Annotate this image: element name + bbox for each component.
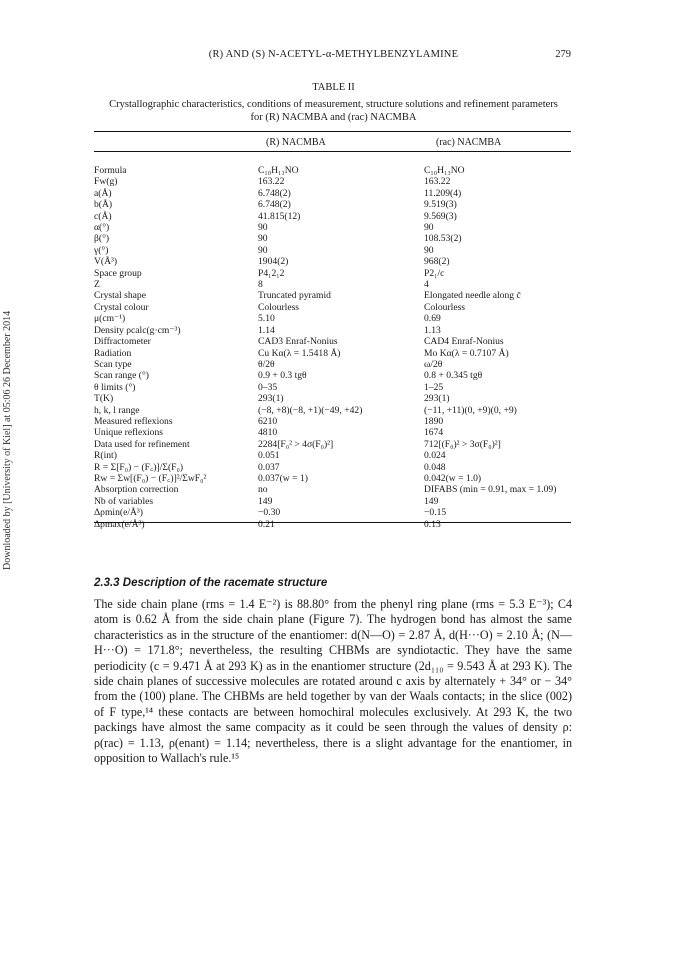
section-heading: 2.3.3 Description of the racemate structure xyxy=(94,577,328,589)
page-number: 279 xyxy=(555,49,571,60)
row-value-rac: 0.69 xyxy=(424,313,441,325)
row-value-rac: 9.569(3) xyxy=(424,210,457,222)
row-value-r: 163.22 xyxy=(258,176,285,188)
row-value-rac: 149 xyxy=(424,495,439,507)
row-value-r: −0.30 xyxy=(258,507,281,519)
table-bottom-rule xyxy=(94,522,571,523)
table-row xyxy=(94,256,571,267)
row-value-rac: Colourless xyxy=(424,301,466,313)
row-value-rac: 90 xyxy=(424,222,434,234)
table-row xyxy=(94,462,571,473)
column-header-rac: (rac) NACMBA xyxy=(436,137,502,148)
caption-line-2: for (R) NACMBA and (rac) NACMBA xyxy=(250,112,417,123)
row-label: Nb of variables xyxy=(94,495,154,507)
row-value-rac: 1–25 xyxy=(424,381,444,393)
row-label: Δρmax(e/Å³) xyxy=(94,518,145,530)
row-value-rac: P2₁/c xyxy=(424,267,445,279)
table-row xyxy=(94,279,571,290)
row-value-r: (−8, +8)(−8, +1)(−49, +42) xyxy=(258,404,363,416)
table-row xyxy=(94,348,571,359)
table-row xyxy=(94,382,571,393)
table-row xyxy=(94,211,571,222)
row-label: μ(cm⁻¹) xyxy=(94,313,126,325)
table-header-rule xyxy=(94,151,571,152)
row-label: Absorption correction xyxy=(94,484,179,496)
body-paragraph: The side chain plane (rms = 1.4 E⁻²) is 88.80° from the phenyl ring plane (rms = 5.3 E⁻³); C4 atom is 0.62 Å from the side chain plane (Figure 7). The hydrogen bond has almost the same characteristics as in the structure of the enantiomer: d(N—O) = 2.87 Å, d(H···O) = 2.10 Å; (N—H···O) = 171.8°; nevertheless, the resulting CHBMs are syndiotactic. They have the same periodicity (c = 9.471 Å at 293 K) as in the enantiomer structure (2d₁₁₀ = 9.543 Å at 293 K). The side chain planes of successive molecules are rotated around c axis by alternately + 34° or − 34° from the (100) plane. The CHBMs are held together by van der Waals contacts; in the slice (002) of F type,¹⁴ these contacts are between homochiral molecules exclusively. At 293 K, the two packings have almost the same compacity as it could be seen through the values of density ρ: ρ(rac) = 1.13, ρ(enant) = 1.14; nevertheless, there is a slight advantage for the enantiomer, in opposition to Wallach's rule.¹⁵ xyxy=(94,597,572,766)
table-row xyxy=(94,484,571,495)
row-label: Data used for refinement xyxy=(94,438,190,450)
table-row xyxy=(94,268,571,279)
row-label: Density ρcalc(g·cm⁻³) xyxy=(94,324,181,336)
row-value-r: 0.9 + 0.3 tgθ xyxy=(258,370,307,382)
row-value-rac: 4 xyxy=(424,279,429,291)
row-label: h, k, l range xyxy=(94,404,140,416)
table-row xyxy=(94,325,571,336)
row-value-rac: (−11, +11)(0, +9)(0, +9) xyxy=(424,404,517,416)
row-label: Z xyxy=(94,279,100,291)
column-header-r: (R) NACMBA xyxy=(266,137,326,148)
row-label: Scan type xyxy=(94,358,132,370)
row-value-r: 6.748(2) xyxy=(258,187,291,199)
row-value-rac: 712[(F₀)² > 3σ(F₀)²] xyxy=(424,438,501,450)
row-value-rac: 0.024 xyxy=(424,450,446,462)
table-row xyxy=(94,233,571,244)
download-watermark: Downloaded by [University of Kiel] at 05:06 26 December 2014 xyxy=(2,310,13,570)
row-value-r: 0.037(w = 1) xyxy=(258,472,308,484)
crystallographic-table xyxy=(94,165,571,530)
row-label: a(Å) xyxy=(94,187,112,199)
row-value-rac: 293(1) xyxy=(424,393,450,405)
row-value-r: 8 xyxy=(258,279,263,291)
row-value-r: Cu Kα(λ = 1.5418 Å) xyxy=(258,347,341,359)
row-value-r: 0.051 xyxy=(258,450,280,462)
row-value-r: Colourless xyxy=(258,301,300,313)
row-label: T(K) xyxy=(94,393,114,405)
row-label: c(Å) xyxy=(94,210,112,222)
row-value-r: 1904(2) xyxy=(258,256,289,268)
row-label: Diffractometer xyxy=(94,336,151,348)
running-head: (R) AND (S) N-ACETYL-α-METHYLBENZYLAMINE xyxy=(208,49,459,60)
table-top-rule xyxy=(94,131,571,132)
row-value-rac: 0.8 + 0.345 tgθ xyxy=(424,370,483,382)
row-value-r: CAD3 Enraf-Nonius xyxy=(258,336,338,348)
row-value-r: C₁₀H₁₃NO xyxy=(258,165,299,176)
row-value-rac: DIFABS (min = 0.91, max = 1.09) xyxy=(424,484,557,496)
row-value-rac: 968(2) xyxy=(424,256,450,268)
row-label: α(°) xyxy=(94,222,110,234)
row-label: Crystal shape xyxy=(94,290,146,302)
row-label: Radiation xyxy=(94,347,132,359)
row-value-rac: 1.13 xyxy=(424,324,441,336)
row-value-r: 293(1) xyxy=(258,393,284,405)
row-value-r: 149 xyxy=(258,495,273,507)
row-label: Crystal colour xyxy=(94,301,149,313)
row-value-r: 90 xyxy=(258,233,268,245)
row-value-r: 0.21 xyxy=(258,518,275,530)
row-value-r: 41.815(12) xyxy=(258,210,301,222)
table-row xyxy=(94,188,571,199)
row-value-rac: 1674 xyxy=(424,427,444,439)
table-row xyxy=(94,165,571,176)
row-value-r: 2284[F₀² > 4σ(F₀)²] xyxy=(258,438,334,450)
row-label: γ(°) xyxy=(94,244,109,256)
row-label: V(Å³) xyxy=(94,256,118,268)
row-value-rac: 11.209(4) xyxy=(424,187,462,199)
table-row xyxy=(94,427,571,438)
row-label: β(°) xyxy=(94,233,110,245)
row-value-r: no xyxy=(258,484,268,496)
row-label: θ limits (°) xyxy=(94,381,136,393)
table-row xyxy=(94,370,571,381)
table-row xyxy=(94,359,571,370)
row-value-r: 0–35 xyxy=(258,381,278,393)
row-label: R(int) xyxy=(94,450,117,462)
table-row xyxy=(94,176,571,187)
row-value-r: 6210 xyxy=(258,415,278,427)
row-value-r: 1.14 xyxy=(258,324,275,336)
row-label: Space group xyxy=(94,267,142,279)
row-label: Rw = Σw[(F₀) − (F꜀)]²/ΣwF₀² xyxy=(94,472,207,484)
row-value-rac: C₁₀H₁₃NO xyxy=(424,165,465,176)
caption-line-1: Crystallographic characteristics, conditions of measurement, structure solutions and refinement parameters xyxy=(109,99,558,110)
table-row xyxy=(94,222,571,233)
row-value-r: Truncated pyramid xyxy=(258,290,331,302)
table-title: TABLE II xyxy=(312,82,355,93)
table-row xyxy=(94,473,571,484)
row-value-rac: 163.22 xyxy=(424,176,451,188)
row-value-rac: ω/2θ xyxy=(424,358,443,370)
row-value-r: 4810 xyxy=(258,427,278,439)
row-value-r: 90 xyxy=(258,222,268,234)
row-label: Δρmin(e/Å³) xyxy=(94,507,143,519)
row-label: b(Å) xyxy=(94,199,113,211)
row-value-rac: −0.15 xyxy=(424,507,447,519)
row-label: Unique reflexions xyxy=(94,427,164,439)
table-row xyxy=(94,336,571,347)
row-value-rac: 9.519(3) xyxy=(424,199,457,211)
table-row xyxy=(94,439,571,450)
table-row xyxy=(94,405,571,416)
table-row xyxy=(94,507,571,518)
row-label: Scan range (°) xyxy=(94,370,149,382)
table-row xyxy=(94,313,571,324)
row-value-r: P4₁2₁2 xyxy=(258,267,285,279)
table-row xyxy=(94,302,571,313)
row-value-rac: Mo Kα(λ = 0.7107 Å) xyxy=(424,347,509,359)
row-value-rac: 0.042(w = 1.0) xyxy=(424,472,482,484)
table-row xyxy=(94,393,571,404)
table-row xyxy=(94,199,571,210)
row-value-rac: 108.53(2) xyxy=(424,233,462,245)
row-value-r: 90 xyxy=(258,244,268,256)
row-value-r: 5.10 xyxy=(258,313,275,325)
row-label: R = Σ[F₀) − (F꜀)]/Σ(F₀) xyxy=(94,461,184,473)
table-row xyxy=(94,245,571,256)
table-row xyxy=(94,496,571,507)
row-value-rac: 0.048 xyxy=(424,461,446,473)
row-value-rac: CAD4 Enraf-Nonius xyxy=(424,336,504,348)
row-value-rac: Elongated needle along c̄ xyxy=(424,290,521,302)
row-value-r: 6.748(2) xyxy=(258,199,291,211)
row-label: Measured reflexions xyxy=(94,415,173,427)
table-row xyxy=(94,519,571,530)
table-row xyxy=(94,290,571,301)
table-row xyxy=(94,416,571,427)
row-label: Formula xyxy=(94,165,127,176)
row-value-r: θ/2θ xyxy=(258,358,275,370)
table-row xyxy=(94,450,571,461)
row-value-r: 0.037 xyxy=(258,461,280,473)
row-value-rac: 1890 xyxy=(424,415,444,427)
table-caption xyxy=(94,98,573,124)
row-label: Fw(g) xyxy=(94,176,118,188)
row-value-rac: 0.13 xyxy=(424,518,441,530)
row-value-rac: 90 xyxy=(424,244,434,256)
